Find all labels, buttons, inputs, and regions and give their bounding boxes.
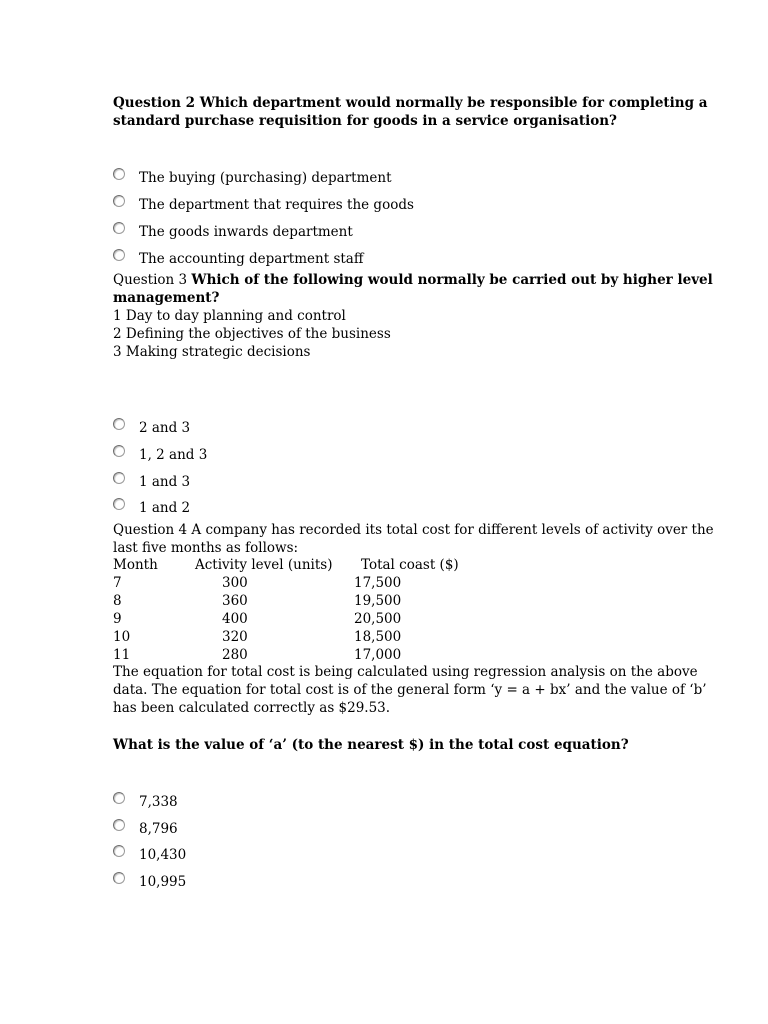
option-label: 1 and 2 — [139, 500, 191, 516]
question-4-question-text: What is the value of ‘a’ (to the nearest $) in the total cost equation? — [113, 737, 629, 753]
option-label: The goods inwards department — [139, 224, 353, 240]
question-4-option-2[interactable] — [113, 819, 513, 841]
cell-month: 10 — [113, 629, 131, 645]
radio-button[interactable] — [113, 845, 125, 857]
cell-activity: 300 — [222, 575, 248, 591]
question-4-option-4[interactable] — [113, 872, 513, 894]
table-header-row — [113, 556, 459, 574]
radio-button[interactable] — [113, 418, 125, 430]
question-3-option-4[interactable] — [113, 498, 513, 520]
question-3-option-1[interactable] — [113, 418, 513, 440]
table-row — [113, 646, 459, 664]
question-4-intro-line-2: last five months as follows: — [113, 540, 299, 556]
radio-button[interactable] — [113, 792, 125, 804]
option-label: 1 and 3 — [139, 474, 191, 490]
question-2-option-1[interactable] — [113, 168, 513, 190]
option-label: The buying (purchasing) department — [139, 170, 392, 186]
table-row — [113, 610, 459, 628]
cell-month: 7 — [113, 575, 122, 591]
cell-month: 8 — [113, 593, 122, 609]
question-3-statements — [113, 307, 653, 361]
radio-button[interactable] — [113, 472, 125, 484]
cell-month: 11 — [113, 647, 131, 663]
radio-button[interactable] — [113, 445, 125, 457]
header-month: Month — [113, 557, 158, 573]
cell-total-cost: 19,500 — [354, 593, 402, 609]
cost-table — [113, 556, 459, 664]
question-2-title — [113, 94, 708, 130]
option-label: 8,796 — [139, 821, 178, 837]
question-3-option-3[interactable] — [113, 472, 513, 494]
cell-total-cost: 17,500 — [354, 575, 402, 591]
question-4-intro — [113, 521, 714, 557]
option-label: 10,995 — [139, 874, 187, 890]
option-label: The department that requires the goods — [139, 197, 414, 213]
question-3-title-line-1: Which of the following would normally be carried out by higher level — [191, 272, 713, 288]
question-4-question — [113, 736, 653, 754]
question-2-option-2[interactable] — [113, 195, 513, 217]
question-4-intro-line-1: Question 4 A company has recorded its total cost for different levels of activity over the — [113, 522, 714, 538]
cell-month: 9 — [113, 611, 122, 627]
question-3-option-2[interactable] — [113, 445, 513, 467]
question-3-title-line-2: management? — [113, 290, 220, 306]
radio-button[interactable] — [113, 498, 125, 510]
radio-button[interactable] — [113, 249, 125, 261]
table-row — [113, 628, 459, 646]
statement-item: 3 Making strategic decisions — [113, 344, 311, 360]
question-2-option-4[interactable] — [113, 249, 513, 271]
header-total-cost: Total coast ($) — [361, 557, 459, 573]
cell-total-cost: 20,500 — [354, 611, 402, 627]
table-row — [113, 592, 459, 610]
option-label: 7,338 — [139, 794, 178, 810]
question-2-title-line-1: Question 2 Which department would normally be responsible for completing a — [113, 95, 708, 111]
question-4-body-line-1: The equation for total cost is being calculated using regression analysis on the above — [113, 664, 698, 680]
statement-item: 2 Defining the objectives of the business — [113, 326, 391, 342]
cell-activity: 320 — [222, 629, 248, 645]
question-3-prefix: Question 3 — [113, 272, 192, 288]
radio-button[interactable] — [113, 222, 125, 234]
cell-activity: 400 — [222, 611, 248, 627]
question-3-title — [113, 271, 713, 307]
question-4-option-1[interactable] — [113, 792, 513, 814]
question-4-body-line-3: has been calculated correctly as $29.53. — [113, 700, 391, 716]
cell-activity: 360 — [222, 593, 248, 609]
question-4-body — [113, 663, 707, 717]
radio-button[interactable] — [113, 872, 125, 884]
statement-item: 1 Day to day planning and control — [113, 308, 346, 324]
cell-total-cost: 18,500 — [354, 629, 402, 645]
question-4-body-line-2: data. The equation for total cost is of the general form ‘y = a + bx’ and the value of ‘b’ — [113, 682, 707, 698]
table-row — [113, 574, 459, 592]
cell-activity: 280 — [222, 647, 248, 663]
option-label: The accounting department staff — [139, 251, 364, 267]
question-2-title-line-2: standard purchase requisition for goods in a service organisation? — [113, 113, 617, 129]
question-4-option-3[interactable] — [113, 845, 513, 867]
option-label: 2 and 3 — [139, 420, 191, 436]
cell-total-cost: 17,000 — [354, 647, 402, 663]
option-label: 1, 2 and 3 — [139, 447, 208, 463]
radio-button[interactable] — [113, 819, 125, 831]
radio-button[interactable] — [113, 168, 125, 180]
header-activity: Activity level (units) — [195, 557, 333, 573]
option-label: 10,430 — [139, 847, 187, 863]
question-2-option-3[interactable] — [113, 222, 513, 244]
radio-button[interactable] — [113, 195, 125, 207]
